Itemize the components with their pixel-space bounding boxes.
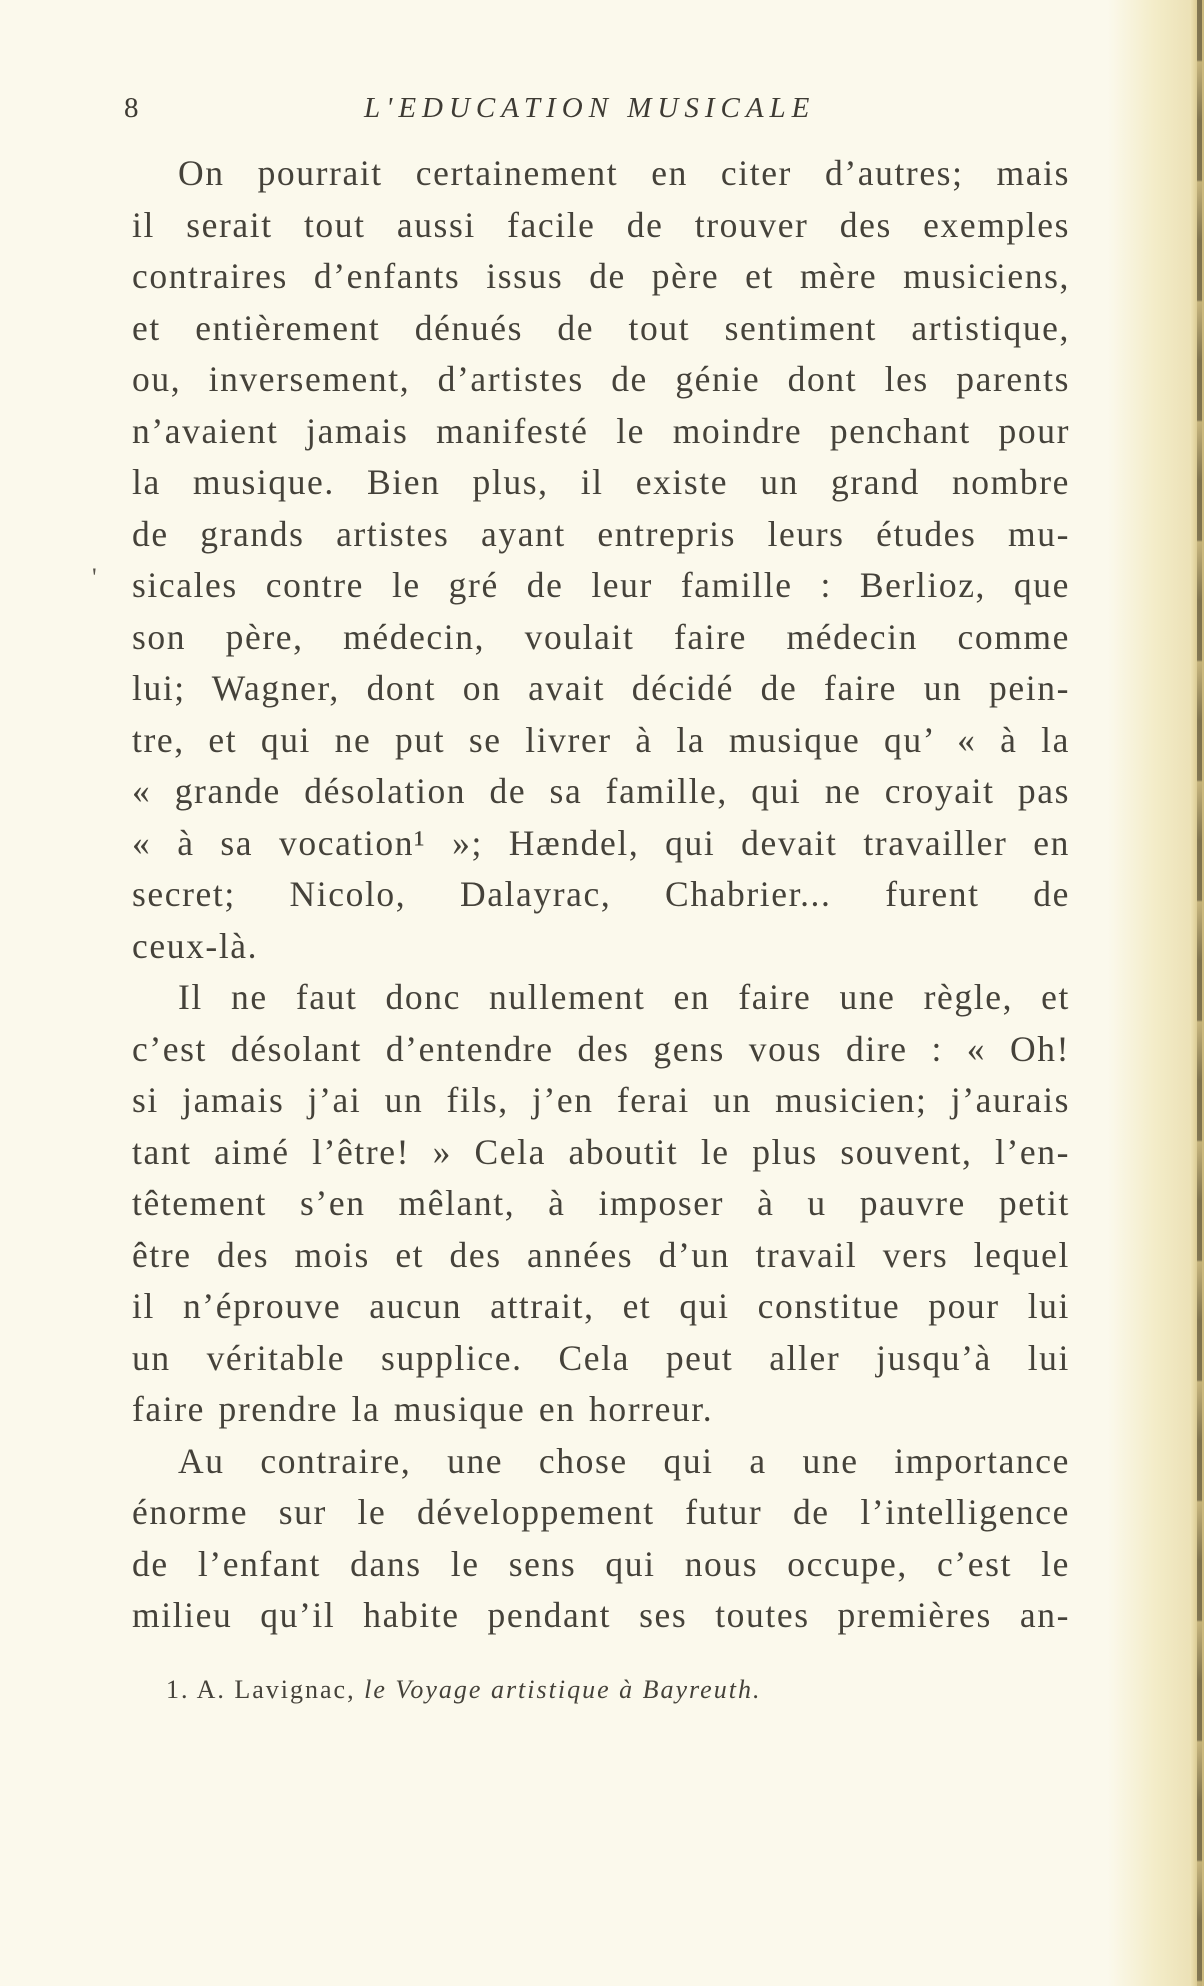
- text-line: de grands artistes ayant entrepris leurs études mu-: [132, 513, 1070, 554]
- text-line: secret; Nicolo, Dalayrac, Chabrier... furent de: [132, 874, 1070, 914]
- text-line: Au contraire, une chose qui a une importance: [178, 1440, 1070, 1481]
- page-edge-shadow: [1197, 0, 1202, 1986]
- book-title: L'EDUCATION MUSICALE: [364, 92, 816, 124]
- text-line: ou, inversement, d’artistes de génie dont les parents: [132, 359, 1070, 399]
- text-line: On pourrait certainement en citer d’autres; mais: [178, 153, 1070, 193]
- text-line: être des mois et des années d’un travail vers lequel: [132, 1234, 1070, 1275]
- text-line: sicales contre le gré de leur famille : Berlioz, que: [132, 565, 1070, 605]
- text-line: têtement s’en mêlant, à imposer à u pauvre petit: [132, 1183, 1070, 1223]
- text-line: la musique. Bien plus, il existe un grand nombre: [132, 462, 1070, 502]
- text-line: et entièrement dénués de tout sentiment artistique,: [132, 307, 1070, 348]
- text-line: de l’enfant dans le sens qui nous occupe, c’est le: [132, 1543, 1070, 1584]
- margin-mark: ': [92, 563, 97, 592]
- footnote-number: 1.: [166, 1675, 190, 1704]
- text-line: milieu qu’il habite pendant ses toutes premières an-: [132, 1595, 1070, 1635]
- page-number: 8: [124, 92, 139, 124]
- body-text: [132, 148, 1070, 1642]
- text-line: « grande désolation de sa famille, qui ne croyait pas: [132, 771, 1070, 811]
- footnote-author: A. Lavignac,: [196, 1675, 356, 1704]
- text-line: il n’éprouve aucun attrait, et qui constitue pour lui: [132, 1286, 1070, 1326]
- text-line: Il ne faut donc nullement en faire une règle, et: [178, 977, 1070, 1017]
- text-line: si jamais j’ai un fils, j’en ferai un musicien; j’aurais: [132, 1080, 1070, 1120]
- text-line: « à sa vocation¹ »; Hændel, qui devait travailler en: [132, 822, 1070, 863]
- text-line: un véritable supplice. Cela peut aller jusqu’à lui: [132, 1337, 1070, 1378]
- text-line: tant aimé l’être! » Cela aboutit le plus souvent, l’en-: [132, 1131, 1070, 1172]
- text-line: son père, médecin, voulait faire médecin comme: [132, 616, 1070, 657]
- text-line: lui; Wagner, dont on avait décidé de faire un pein-: [132, 668, 1070, 708]
- text-line: il serait tout aussi facile de trouver des exemples: [132, 204, 1070, 245]
- text-line: n’avaient jamais manifesté le moindre penchant pour: [132, 410, 1070, 451]
- text-line: faire prendre la musique en horreur.: [132, 1389, 714, 1429]
- running-head: [124, 92, 1079, 132]
- text-line: contraires d’enfants issus de père et mère musiciens,: [132, 256, 1070, 296]
- text-line: c’est désolant d’entendre des gens vous dire : « Oh!: [132, 1028, 1070, 1069]
- text-line: énorme sur le développement futur de l’intelligence: [132, 1492, 1070, 1532]
- text-line: tre, et qui ne put se livrer à la musique qu’ « à la: [132, 719, 1070, 760]
- footnote-title: le Voyage artistique à Bayreuth.: [364, 1675, 762, 1704]
- text-line: ceux-là.: [132, 925, 259, 966]
- footnote: [166, 1675, 761, 1705]
